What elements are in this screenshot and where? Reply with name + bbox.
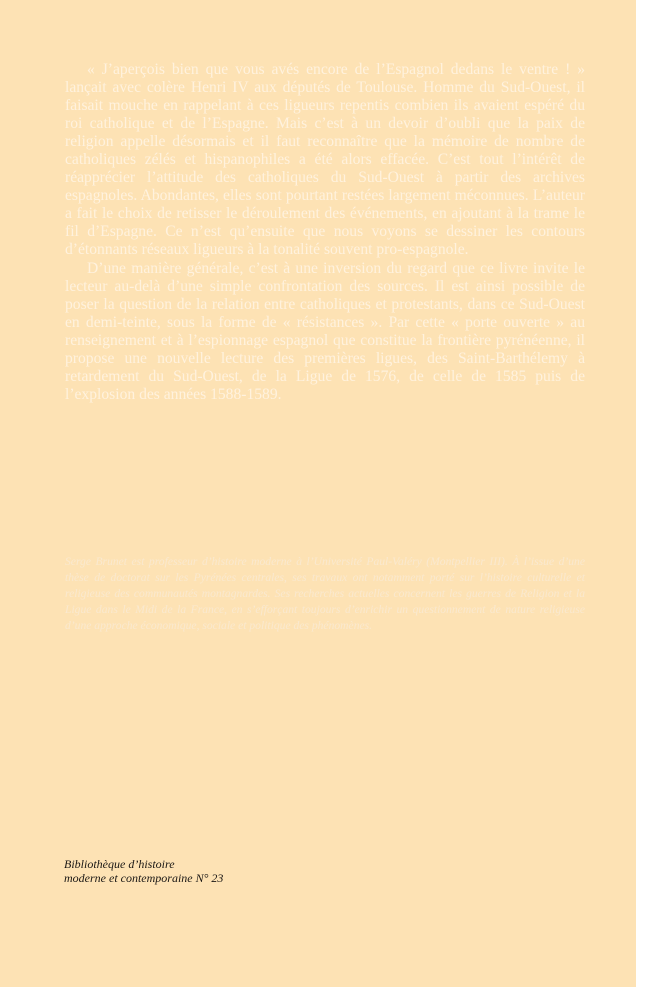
summary-paragraph-2: D’une manière générale, c’est à une inversion du regard que ce livre invite le lecteur au-delà d’une simple confrontation des sources. Il est ainsi possible de poser la question de la relation entre catholiques et protestants, dans ce Sud-Ouest en demi-teinte, sous la forme de « résistances ». Par cette « porte ouverte » au renseignement et à l’espionnage espagnol que constitue la frontière pyrénéenne, il propose une nouvelle lecture des premières ligues, des Saint-Barthélemy à retardement du Sud-Ouest, de la Ligue de 1576, de celle de 1585 puis de l’explosion des années 1588-1589.: [65, 259, 585, 403]
summary-text: [65, 61, 585, 404]
series-number: moderne et contemporaine N° 23: [64, 871, 224, 886]
series-info: [64, 857, 324, 886]
series-title: Bibliothèque d’histoire: [64, 857, 175, 871]
author-bio: Serge Brunet est professeur d’histoire moderne à l’Université Paul-Valéry (Montpellier III). À l’issue d’une thèse de doctorat sur les Pyrénées centrales, ses travaux ont notamment porté sur l’histoire culturelle et religieuse des communautés montagnardes. Ses recherches actuelles concernent les guerres de Religion et la Ligue dans le Midi de la France, en s’efforçant toujours d’enrichir un questionnement de nature religieuse d’une approche économique, sociale et politique des phénomènes.: [65, 555, 585, 633]
summary-paragraph-1: « J’aperçois bien que vous avés encore de l’Espagnol dedans le ventre ! » lançait avec colère Henri IV aux députés de Toulouse. Homme du Sud-Ouest, il faisait mouche en rappelant à ces ligueurs repentis combien ils avaient espéré du roi catholique et de l’Espagne. Mais c’est à un devoir d’oubli que la paix de religion appelle désormais et il faut reconnaître que la mémoire de nombre de catholiques zélés et hispanophiles a été alors effacée. C’est tout l’intérêt de réapprécier l’attitude des catholiques du Sud-Ouest à partir des archives espagnoles. Abondantes, elles sont pourtant restées largement méconnues. L’auteur a fait le choix de retisser le déroulement des événements, en ajoutant à la trame le fil d’Espagne. Ce n’est qu’ensuite que nous voyons se dessiner les contours d’étonnants réseaux ligueurs à la tonalité souvent pro-espagnole.: [65, 61, 585, 259]
